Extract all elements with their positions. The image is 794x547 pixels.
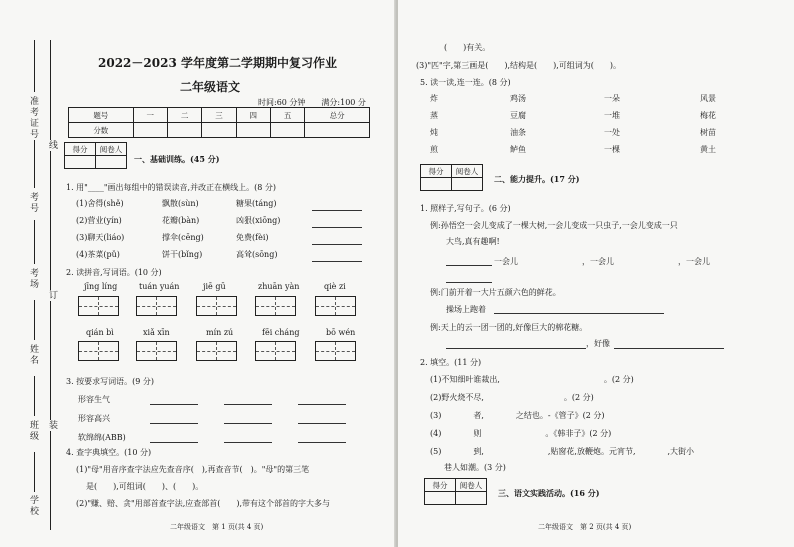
q1-row-3-b: 撑伞(cēng) bbox=[162, 233, 204, 242]
school-line bbox=[34, 452, 35, 492]
score-cell: 二 bbox=[167, 108, 201, 123]
q1-answer-line[interactable] bbox=[312, 261, 362, 262]
q5-item[interactable]: 蒸 bbox=[430, 111, 438, 120]
p2-item: (4) 则 。《韩非子》(2 分) bbox=[430, 429, 612, 438]
q5-item[interactable]: 一棵 bbox=[604, 145, 620, 154]
section-3-heading: 三、语文实践活动。(16 分) bbox=[498, 488, 600, 498]
p1-example: 例:孙悟空一会儿变成了一棵大树,一会儿变成一只虫子,一会儿变成一只 bbox=[430, 221, 678, 230]
grader-score-input[interactable] bbox=[421, 178, 452, 191]
page-footer: 二年级语文 第 1 页(共 4 页) bbox=[170, 523, 264, 531]
score-input-cell[interactable] bbox=[270, 123, 304, 138]
pinyin-label: qián bì bbox=[86, 328, 114, 337]
pinyin-label: bō wén bbox=[326, 328, 356, 337]
q1-row-2-b: 花瓣(bàn) bbox=[162, 216, 200, 225]
exam-id-line bbox=[34, 40, 35, 92]
q3-answer-line[interactable] bbox=[298, 442, 346, 443]
question-1: 1. 用"____"画出每组中的错误读音,并改正在横线上。(8 分) bbox=[66, 183, 276, 192]
q5-item[interactable]: 炖 bbox=[430, 128, 438, 137]
q1-answer-line[interactable] bbox=[312, 244, 362, 245]
grader-label-score: 得分 bbox=[65, 143, 96, 156]
q5-item[interactable]: 梅花 bbox=[700, 111, 716, 120]
q3-answer-line[interactable] bbox=[150, 423, 198, 424]
grader-score-input[interactable] bbox=[425, 492, 456, 505]
margin-label-exam-no: 考号 bbox=[28, 192, 38, 214]
q3-answer-line[interactable] bbox=[150, 442, 198, 443]
exam-title: 2022－2023 学年度第二学期期中复习作业 bbox=[98, 56, 337, 70]
writing-grid[interactable] bbox=[136, 341, 177, 361]
exam-subject: 二年级语文 bbox=[180, 80, 241, 94]
question-4: 4. 查字典填空。(10 分) bbox=[66, 448, 152, 457]
class-line bbox=[34, 376, 35, 416]
q5-item[interactable]: 炸 bbox=[430, 94, 438, 103]
writing-grid[interactable] bbox=[315, 341, 356, 361]
pinyin-label: qiè zi bbox=[324, 282, 346, 291]
question-3: 3. 按要求写词语。(9 分) bbox=[66, 377, 155, 386]
p2-item: 巷人如潮。(3 分) bbox=[444, 463, 506, 472]
q1-row-3-c: 免费(fèi) bbox=[236, 233, 269, 242]
left-page bbox=[0, 0, 396, 547]
score-input-cell[interactable] bbox=[236, 123, 270, 138]
grader-box bbox=[420, 164, 483, 191]
score-cell: 题号 bbox=[69, 108, 134, 123]
binding-line bbox=[50, 40, 51, 530]
q1-row-3-a: (3)聊天(liáo) bbox=[76, 233, 125, 242]
grader-reviewer-input[interactable] bbox=[452, 178, 483, 191]
q5-item[interactable]: 豆腐 bbox=[510, 111, 526, 120]
p1-answer-line[interactable] bbox=[446, 348, 586, 349]
q5-item[interactable]: 风景 bbox=[700, 94, 716, 103]
margin-mark-seal: 装 bbox=[47, 420, 57, 431]
grader-label-reviewer: 阅卷人 bbox=[452, 165, 483, 178]
q1-answer-line[interactable] bbox=[312, 210, 362, 211]
q1-row-4-c: 高耸(sōng) bbox=[236, 250, 278, 259]
name-line bbox=[34, 300, 35, 340]
q5-item[interactable]: 树苗 bbox=[700, 128, 716, 137]
question-2: 2. 读拼音,写词语。(10 分) bbox=[66, 268, 162, 277]
q3-answer-line[interactable] bbox=[224, 442, 272, 443]
pinyin-label: xiǎ xīn bbox=[143, 328, 170, 337]
writing-grid[interactable] bbox=[78, 296, 119, 316]
q1-row-1-a: (1)舍得(shě) bbox=[76, 199, 124, 208]
pinyin-label: jīng líng bbox=[84, 282, 118, 291]
q1-row-2-c: 凶狠(xiōng) bbox=[236, 216, 281, 225]
q1-row-1-b: 飘散(sùn) bbox=[162, 199, 199, 208]
q3-answer-line[interactable] bbox=[298, 404, 346, 405]
q1-row-4-a: (4)茶菜(pǔ) bbox=[76, 250, 120, 259]
q3-answer-line[interactable] bbox=[298, 423, 346, 424]
score-input-cell[interactable] bbox=[133, 123, 167, 138]
pinyin-label: fēi cháng bbox=[262, 328, 300, 337]
p2-item: (2)野火烧不尽, 。(2 分) bbox=[430, 393, 594, 402]
score-table-row bbox=[69, 123, 370, 138]
margin-label-room: 考场 bbox=[28, 268, 38, 290]
pinyin-label: jiē gū bbox=[203, 282, 226, 291]
p2-item: (1)不知细叶谁裁出, 。(2 分) bbox=[430, 375, 634, 384]
p1-example-4: 例:天上的云一团一团的,好像巨大的棉花糖。 bbox=[430, 323, 588, 332]
q1-answer-line[interactable] bbox=[312, 227, 362, 228]
q4-line-1: (1)"母"用音序查字法应先查音序( ),再查音节( )。"母"的第三笔 bbox=[76, 465, 310, 474]
p1-answer-line[interactable] bbox=[446, 265, 492, 266]
q5-item[interactable]: 一堆 bbox=[604, 111, 620, 120]
grader-box bbox=[424, 478, 487, 505]
margin-label-class: 班级 bbox=[28, 420, 38, 442]
question-5: 5. 读一读,连一连。(8 分) bbox=[420, 78, 511, 87]
margin-mark-line: 线 bbox=[47, 140, 57, 151]
score-table bbox=[68, 107, 370, 138]
pinyin-label: tuán yuán bbox=[139, 282, 180, 291]
q5-item[interactable]: 一处 bbox=[604, 128, 620, 137]
writing-grid[interactable] bbox=[136, 296, 177, 316]
q3-item: 形容生气 bbox=[78, 395, 110, 404]
p1-example-3: 例:门前开着一大片五颜六色的鲜花。 bbox=[430, 288, 561, 297]
page-footer: 二年级语文 第 2 页(共 4 页) bbox=[538, 523, 632, 531]
score-cell: 一 bbox=[133, 108, 167, 123]
score-cell: 分数 bbox=[69, 123, 134, 138]
grader-box bbox=[64, 142, 127, 169]
q3-answer-line[interactable] bbox=[224, 423, 272, 424]
q4-line-3: (3)"匹"字,第三画是( ),结构是( ),可组词为( )。 bbox=[416, 61, 622, 70]
grader-reviewer-input[interactable] bbox=[456, 492, 487, 505]
p1-answer-line[interactable] bbox=[446, 282, 492, 283]
pinyin-label: zhuān yàn bbox=[258, 282, 300, 291]
score-table-header bbox=[69, 108, 370, 123]
time-score: 时间:60 分钟 满分:100 分 bbox=[258, 98, 366, 107]
score-input-cell[interactable] bbox=[305, 123, 370, 138]
score-cell: 三 bbox=[202, 108, 236, 123]
grader-label-score: 得分 bbox=[425, 479, 456, 492]
grader-label-score: 得分 bbox=[421, 165, 452, 178]
q3-item: 形容高兴 bbox=[78, 414, 110, 423]
right-page bbox=[398, 0, 794, 547]
p1-blank: 一会儿 ，一会儿 ，一会儿 bbox=[494, 257, 710, 266]
writing-grid[interactable] bbox=[255, 296, 296, 316]
q4-line-3: (2)"赚、赔、贪"用部首查字法,应查部首( ),带有这个部首的字大多与 bbox=[76, 499, 331, 508]
grader-label-reviewer: 阅卷人 bbox=[96, 143, 127, 156]
p1-like: ，好像 bbox=[586, 339, 610, 348]
writing-grid[interactable] bbox=[315, 296, 356, 316]
q3-item: 软绵绵(ABB) bbox=[78, 433, 126, 442]
p1-answer-line[interactable] bbox=[494, 313, 664, 314]
p2-heading: 2. 填空。(11 分) bbox=[420, 358, 482, 367]
q3-answer-line[interactable] bbox=[150, 404, 198, 405]
room-line bbox=[34, 220, 35, 264]
grader-reviewer-input[interactable] bbox=[96, 156, 127, 169]
q3-answer-line[interactable] bbox=[224, 404, 272, 405]
writing-grid[interactable] bbox=[196, 296, 237, 316]
section-1-heading: 一、基础训练。(45 分) bbox=[134, 154, 220, 164]
margin-label-school: 学校 bbox=[28, 495, 38, 517]
q5-item[interactable]: 鲈鱼 bbox=[510, 145, 526, 154]
q5-item[interactable]: 黄土 bbox=[700, 145, 716, 154]
q1-row-4-b: 饼干(bǐng) bbox=[162, 250, 203, 259]
margin-label-name: 姓名 bbox=[28, 344, 38, 366]
q5-item[interactable]: 鸡汤 bbox=[510, 94, 526, 103]
section-2-heading: 二、能力提升。(17 分) bbox=[494, 174, 580, 184]
score-cell: 四 bbox=[236, 108, 270, 123]
q1-row-1-c: 糖果(táng) bbox=[236, 199, 277, 208]
margin-mark-bind: 订 bbox=[47, 290, 57, 301]
q5-item[interactable]: 油条 bbox=[510, 128, 526, 137]
p1-heading: 1. 照样子,写句子。(6 分) bbox=[420, 204, 511, 213]
q4-line-2: 是( ),可组词( )、( )。 bbox=[86, 482, 204, 491]
writing-grid[interactable] bbox=[196, 341, 237, 361]
score-cell: 五 bbox=[270, 108, 304, 123]
score-input-cell[interactable] bbox=[202, 123, 236, 138]
pinyin-label: mín zú bbox=[206, 328, 234, 337]
q1-row-2-a: (2)营业(yín) bbox=[76, 216, 122, 225]
exam-no-line bbox=[34, 140, 35, 188]
margin-label-exam-id: 准考证号 bbox=[28, 96, 38, 140]
p1-prompt: 操场上跑着 bbox=[446, 305, 486, 314]
writing-grid[interactable] bbox=[255, 341, 296, 361]
p1-answer-line[interactable] bbox=[614, 348, 724, 349]
writing-grid[interactable] bbox=[78, 341, 119, 361]
grader-label-reviewer: 阅卷人 bbox=[456, 479, 487, 492]
grader-score-input[interactable] bbox=[65, 156, 96, 169]
p1-example-2: 大鸟,真有趣啊! bbox=[446, 237, 500, 246]
q5-item[interactable]: 煎 bbox=[430, 145, 438, 154]
continued-line: ( )有关。 bbox=[444, 43, 491, 52]
p2-item: (5) 到, ,贴窗花,放鞭炮。元宵节, ,大街小 bbox=[430, 447, 695, 456]
q5-item[interactable]: 一朵 bbox=[604, 94, 620, 103]
score-cell: 总分 bbox=[305, 108, 370, 123]
p2-item: (3) 者, 之结也。-《管子》(2 分) bbox=[430, 411, 605, 420]
score-input-cell[interactable] bbox=[167, 123, 201, 138]
